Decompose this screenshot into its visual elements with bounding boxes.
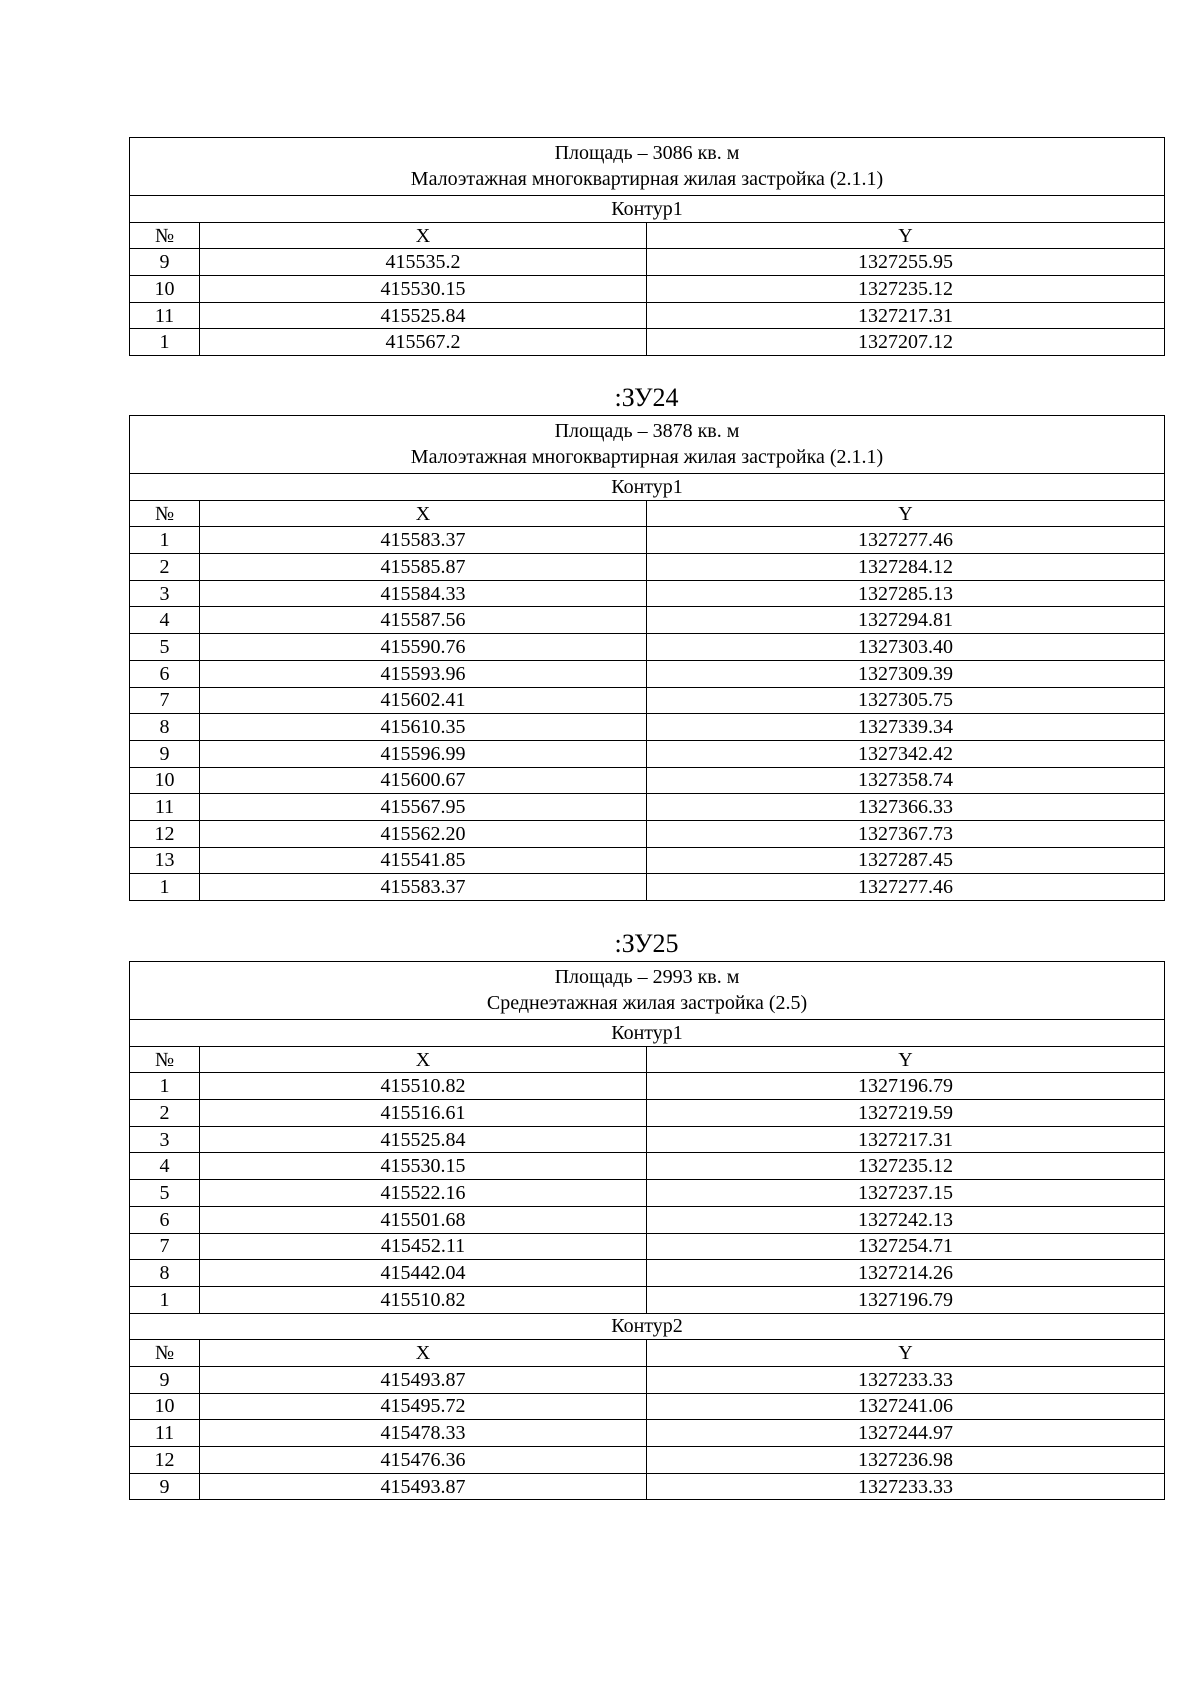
x-coordinate: 415590.76 — [200, 634, 647, 661]
point-number: 8 — [130, 1260, 200, 1287]
y-coordinate: 1327294.81 — [647, 607, 1165, 634]
land-use-text: Малоэтажная многоквартирная жилая застройка (2.1.1) — [410, 446, 884, 468]
area-text: Площадь – 3878 кв. м — [554, 420, 740, 442]
point-number: 4 — [130, 607, 200, 634]
point-number: 10 — [130, 276, 200, 303]
y-coordinate: 1327309.39 — [647, 660, 1165, 687]
parcel-table-block — [129, 137, 1164, 356]
y-coordinate: 1327305.75 — [647, 687, 1165, 714]
area-text: Площадь – 3086 кв. м — [554, 142, 740, 164]
x-coordinate: 415596.99 — [200, 740, 647, 767]
point-number: 3 — [130, 1126, 200, 1153]
x-coordinate: 415567.95 — [200, 794, 647, 821]
coordinates-table — [129, 137, 1165, 356]
column-header-x: X — [200, 1340, 647, 1367]
y-coordinate: 1327233.33 — [647, 1473, 1165, 1500]
table-row — [130, 1206, 1165, 1233]
column-header-y: Y — [647, 222, 1165, 249]
x-coordinate: 415478.33 — [200, 1420, 647, 1447]
point-number: 6 — [130, 1206, 200, 1233]
y-coordinate: 1327277.46 — [647, 527, 1165, 554]
column-header-x: X — [200, 500, 647, 527]
table-row — [130, 1180, 1165, 1207]
table-row — [130, 554, 1165, 581]
y-coordinate: 1327219.59 — [647, 1100, 1165, 1127]
point-number: 3 — [130, 580, 200, 607]
point-number: 5 — [130, 1180, 200, 1207]
point-number: 1 — [130, 1286, 200, 1313]
point-number: 11 — [130, 302, 200, 329]
parcel-table-block — [129, 415, 1164, 901]
coordinates-table — [129, 961, 1165, 1500]
table-row — [130, 249, 1165, 276]
y-coordinate: 1327214.26 — [647, 1260, 1165, 1287]
contour-label: Контур1 — [130, 196, 1165, 223]
x-coordinate: 415493.87 — [200, 1473, 647, 1500]
point-number: 2 — [130, 1100, 200, 1127]
point-number: 1 — [130, 527, 200, 554]
land-use-text: Малоэтажная многоквартирная жилая застройка (2.1.1) — [410, 168, 884, 190]
point-number: 1 — [130, 874, 200, 901]
coordinates-table — [129, 415, 1165, 901]
column-header-x: X — [200, 1046, 647, 1073]
point-number: 5 — [130, 634, 200, 661]
column-header-number: № — [130, 500, 200, 527]
x-coordinate: 415593.96 — [200, 660, 647, 687]
column-header-row — [130, 222, 1165, 249]
point-number: 7 — [130, 1233, 200, 1260]
y-coordinate: 1327233.33 — [647, 1366, 1165, 1393]
point-number: 1 — [130, 329, 200, 356]
x-coordinate: 415602.41 — [200, 687, 647, 714]
y-coordinate: 1327196.79 — [647, 1073, 1165, 1100]
column-header-number: № — [130, 1340, 200, 1367]
y-coordinate: 1327217.31 — [647, 1126, 1165, 1153]
x-coordinate: 415567.2 — [200, 329, 647, 356]
point-number: 10 — [130, 1393, 200, 1420]
column-header-row — [130, 1046, 1165, 1073]
area-text: Площадь – 2993 кв. м — [554, 966, 740, 988]
table-row — [130, 1260, 1165, 1287]
point-number: 9 — [130, 1473, 200, 1500]
point-number: 7 — [130, 687, 200, 714]
x-coordinate: 415562.20 — [200, 820, 647, 847]
table-row — [130, 767, 1165, 794]
x-coordinate: 415442.04 — [200, 1260, 647, 1287]
table-row — [130, 714, 1165, 741]
x-coordinate: 415583.37 — [200, 874, 647, 901]
y-coordinate: 1327277.46 — [647, 874, 1165, 901]
y-coordinate: 1327235.12 — [647, 276, 1165, 303]
point-number: 6 — [130, 660, 200, 687]
table-row — [130, 820, 1165, 847]
table-row — [130, 527, 1165, 554]
contour-row — [130, 1313, 1165, 1340]
x-coordinate: 415600.67 — [200, 767, 647, 794]
table-row — [130, 1366, 1165, 1393]
y-coordinate: 1327358.74 — [647, 767, 1165, 794]
table-row — [130, 1286, 1165, 1313]
x-coordinate: 415585.87 — [200, 554, 647, 581]
section-title: :ЗУ24 — [614, 383, 679, 412]
table-row — [130, 329, 1165, 356]
point-number: 4 — [130, 1153, 200, 1180]
y-coordinate: 1327242.13 — [647, 1206, 1165, 1233]
table-row — [130, 1447, 1165, 1474]
x-coordinate: 415510.82 — [200, 1286, 647, 1313]
x-coordinate: 415501.68 — [200, 1206, 647, 1233]
x-coordinate: 415530.15 — [200, 1153, 647, 1180]
point-number: 12 — [130, 820, 200, 847]
table-row — [130, 660, 1165, 687]
y-coordinate: 1327217.31 — [647, 302, 1165, 329]
parcel-info-cell — [130, 138, 1165, 196]
table-row — [130, 1473, 1165, 1500]
point-number: 8 — [130, 714, 200, 741]
point-number: 11 — [130, 1420, 200, 1447]
point-number: 2 — [130, 554, 200, 581]
parcel-info-cell — [130, 962, 1165, 1020]
column-header-y: Y — [647, 1046, 1165, 1073]
point-number: 9 — [130, 249, 200, 276]
contour-label: Контур2 — [130, 1313, 1165, 1340]
land-use-text: Среднеэтажная жилая застройка (2.5) — [486, 992, 808, 1014]
point-number: 9 — [130, 1366, 200, 1393]
y-coordinate: 1327339.34 — [647, 714, 1165, 741]
y-coordinate: 1327244.97 — [647, 1420, 1165, 1447]
y-coordinate: 1327285.13 — [647, 580, 1165, 607]
column-header-y: Y — [647, 1340, 1165, 1367]
table-row — [130, 276, 1165, 303]
contour-label: Контур1 — [130, 1020, 1165, 1047]
point-number: 11 — [130, 794, 200, 821]
x-coordinate: 415583.37 — [200, 527, 647, 554]
table-row — [130, 1393, 1165, 1420]
contour-row — [130, 196, 1165, 223]
x-coordinate: 415510.82 — [200, 1073, 647, 1100]
y-coordinate: 1327236.98 — [647, 1447, 1165, 1474]
point-number: 10 — [130, 767, 200, 794]
column-header-y: Y — [647, 500, 1165, 527]
column-header-row — [130, 500, 1165, 527]
table-header-row — [130, 138, 1165, 196]
table-row — [130, 874, 1165, 901]
table-row — [130, 580, 1165, 607]
point-number: 13 — [130, 847, 200, 874]
column-header-number: № — [130, 222, 200, 249]
column-header-number: № — [130, 1046, 200, 1073]
y-coordinate: 1327235.12 — [647, 1153, 1165, 1180]
table-row — [130, 1100, 1165, 1127]
x-coordinate: 415584.33 — [200, 580, 647, 607]
contour-label: Контур1 — [130, 474, 1165, 501]
table-header-row — [130, 416, 1165, 474]
table-row — [130, 740, 1165, 767]
contour-row — [130, 1020, 1165, 1047]
y-coordinate: 1327284.12 — [647, 554, 1165, 581]
y-coordinate: 1327207.12 — [647, 329, 1165, 356]
table-row — [130, 634, 1165, 661]
y-coordinate: 1327237.15 — [647, 1180, 1165, 1207]
point-number: 1 — [130, 1073, 200, 1100]
x-coordinate: 415610.35 — [200, 714, 647, 741]
y-coordinate: 1327303.40 — [647, 634, 1165, 661]
x-coordinate: 415525.84 — [200, 302, 647, 329]
y-coordinate: 1327255.95 — [647, 249, 1165, 276]
parcel-info-cell — [130, 416, 1165, 474]
y-coordinate: 1327254.71 — [647, 1233, 1165, 1260]
column-header-x: X — [200, 222, 647, 249]
point-number: 12 — [130, 1447, 200, 1474]
y-coordinate: 1327287.45 — [647, 847, 1165, 874]
section-title: :ЗУ25 — [614, 929, 679, 958]
table-row — [130, 302, 1165, 329]
x-coordinate: 415516.61 — [200, 1100, 647, 1127]
table-row — [130, 607, 1165, 634]
column-header-row — [130, 1340, 1165, 1367]
y-coordinate: 1327367.73 — [647, 820, 1165, 847]
y-coordinate: 1327342.42 — [647, 740, 1165, 767]
table-row — [130, 1420, 1165, 1447]
table-header-row — [130, 962, 1165, 1020]
point-number: 9 — [130, 740, 200, 767]
table-row — [130, 1073, 1165, 1100]
x-coordinate: 415525.84 — [200, 1126, 647, 1153]
parcel-table-block — [129, 961, 1164, 1500]
table-row — [130, 847, 1165, 874]
x-coordinate: 415452.11 — [200, 1233, 647, 1260]
table-row — [130, 1126, 1165, 1153]
x-coordinate: 415535.2 — [200, 249, 647, 276]
table-row — [130, 1233, 1165, 1260]
x-coordinate: 415587.56 — [200, 607, 647, 634]
y-coordinate: 1327241.06 — [647, 1393, 1165, 1420]
y-coordinate: 1327366.33 — [647, 794, 1165, 821]
x-coordinate: 415541.85 — [200, 847, 647, 874]
table-row — [130, 794, 1165, 821]
x-coordinate: 415493.87 — [200, 1366, 647, 1393]
x-coordinate: 415522.16 — [200, 1180, 647, 1207]
contour-row — [130, 474, 1165, 501]
x-coordinate: 415530.15 — [200, 276, 647, 303]
table-row — [130, 1153, 1165, 1180]
x-coordinate: 415495.72 — [200, 1393, 647, 1420]
table-row — [130, 687, 1165, 714]
x-coordinate: 415476.36 — [200, 1447, 647, 1474]
y-coordinate: 1327196.79 — [647, 1286, 1165, 1313]
